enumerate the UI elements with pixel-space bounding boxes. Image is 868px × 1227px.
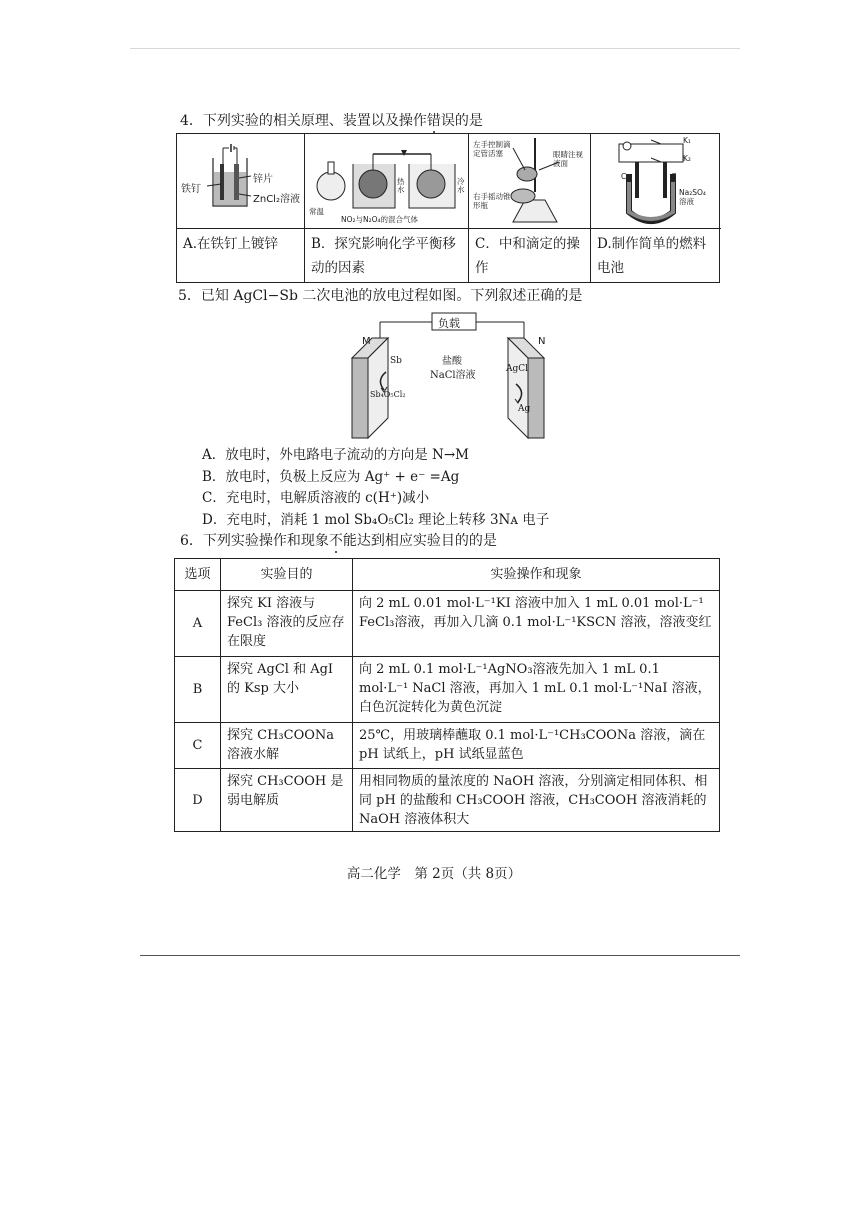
label-hcl: 盐酸 (442, 356, 462, 367)
label-zinc: 锌片 (253, 174, 273, 185)
label-cold-water: 冷水 (457, 177, 465, 194)
q6-row-d-goal: 探究 CH₃COOH 是弱电解质 (221, 769, 353, 831)
q6-row-b-operation: 向 2 mL 0.1 mol·L⁻¹AgNO₃溶液先加入 1 mL 0.1 mol·L⁻¹ NaCl 溶液，再加入 1 mL 0.1 mol·L⁻¹NaI 溶液，白色沉淀转化为黄色沉淀 (359, 662, 711, 715)
label-electrode-n: N (538, 336, 546, 347)
q4-option-b-label: B．探究影响化学平衡移动的因素 (311, 236, 456, 276)
label-no2-n2o4: NO₂与N₂O₄的混合气体 (341, 215, 419, 224)
label-iron-nail: 铁钉 (181, 184, 201, 195)
q6-header-row (175, 559, 719, 591)
label-agcl: AgCl (506, 364, 529, 374)
q6-row-a-goal: 探究 KI 溶液与 FeCl₃ 溶液的反应存在限度 (221, 591, 353, 656)
label-c-left: C (621, 172, 627, 181)
label-na2so4: Na₂SO₄溶液 (679, 188, 706, 206)
q4-option-a-label: A.在铁钉上镀锌 (183, 236, 279, 252)
q6-title (180, 532, 497, 550)
q4-option-c-label: C．中和滴定的操作 (475, 236, 580, 276)
label-sb4o5cl2: Sb₄O₅Cl₂ (370, 390, 406, 399)
q4-figure-c (469, 134, 590, 229)
q6-row-c-goal: 探究 CH₃COONa 溶液水解 (221, 723, 353, 768)
label-right-hand: 右手摇动锥形瓶 (473, 192, 511, 210)
q4-option-b (305, 134, 469, 282)
label-k1: K₁ (683, 136, 691, 145)
q6-title-suffix: 能达到相应实验目的的是 (342, 533, 497, 549)
label-load: 负载 (438, 317, 460, 330)
q6-row-d-operation: 用相同物质的量浓度的 NaOH 溶液，分别滴定相同体积、相同 pH 的盐酸和 CH₃COOH 溶液，CH₃COOH 溶液消耗的 NaOH 溶液体积大 (359, 774, 708, 827)
q5-title: 5．已知 AgCl−Sb 二次电池的放电过程如图。下列叙述正确的是 (178, 288, 583, 304)
q6-header-option: 选项 (175, 559, 221, 590)
q5-battery-diagram (348, 308, 564, 440)
q4-title-suffix: 误的是 (440, 113, 483, 129)
q4-title-emphasis: 错 (426, 113, 441, 129)
label-k2: K₂ (683, 154, 691, 163)
label-room-temp: 常温 (309, 207, 324, 216)
q5-option-d: D．充电时，消耗 1 mol Sb₄O₅Cl₂ 理论上转移 3Nᴀ 电子 (202, 512, 550, 528)
q4-option-c (469, 134, 591, 282)
q6-row-b-goal: 探究 AgCl 和 AgI 的 Ksp 大小 (221, 657, 353, 722)
label-zncl2: ZnCl₂溶液 (253, 194, 300, 205)
q4-option-d-label: D.制作简单的燃料电池 (597, 236, 707, 276)
q6-row-a-option: A (175, 591, 221, 656)
fuel-cell-diagram (591, 134, 721, 229)
q4-title-prefix: 4．下列实验的相关原理、装置以及操作 (180, 113, 427, 129)
q6-title-emphasis: 不 (328, 533, 343, 549)
q4-title (180, 112, 483, 130)
label-hot-water: 热水 (397, 177, 405, 194)
label-sb: Sb (390, 356, 402, 366)
label-left-hand: 左手控制滴定管活塞 (473, 140, 511, 158)
label-electrode-m: M (362, 336, 371, 347)
q4-option-a (177, 134, 305, 282)
q6-row-d-option: D (175, 769, 221, 831)
q6-row-c-option: C (175, 723, 221, 768)
label-eye: 眼睛注视液面 (553, 150, 583, 168)
q4-option-d (591, 134, 721, 282)
table-row (175, 591, 719, 657)
q5-option-c: C．充电时，电解质溶液的 c(H⁺)减小 (202, 490, 430, 506)
q6-table (174, 558, 720, 832)
q6-header-goal: 实验目的 (221, 559, 353, 590)
table-row (175, 657, 719, 723)
q6-header-operation: 实验操作和现象 (490, 567, 582, 582)
page-footer: 高二化学 第 2页（共 8页） (346, 866, 522, 882)
table-row (175, 723, 719, 769)
q6-row-c-operation: 25℃，用玻璃棒蘸取 0.1 mol·L⁻¹CH₃COONa 溶液，滴在 pH 试纸上，pH 试纸显蓝色 (359, 728, 706, 762)
q4-figure-d (591, 134, 721, 229)
table-row (175, 769, 719, 831)
q6-row-b-option: B (175, 657, 221, 722)
label-ag: Ag (518, 404, 531, 414)
label-nacl: NaCl溶液 (430, 370, 476, 381)
q6-title-prefix: 6．下列实验操作和现象 (180, 533, 329, 549)
q4-figure-b (305, 134, 468, 229)
q4-figure-a (177, 134, 304, 229)
q6-row-a-operation: 向 2 mL 0.01 mol·L⁻¹KI 溶液中加入 1 mL 0.01 mol·L⁻¹ FeCl₃溶液，再加入几滴 0.1 mol·L⁻¹KSCN 溶液，溶液变红 (359, 596, 712, 630)
q4-options-table (176, 133, 720, 283)
label-c-right: C (671, 172, 677, 181)
q5-option-a: A．放电时，外电路电子流动的方向是 N→M (202, 447, 469, 463)
q5-option-b: B．放电时，负极上反应为 Ag⁺ + e⁻ =Ag (202, 469, 460, 485)
